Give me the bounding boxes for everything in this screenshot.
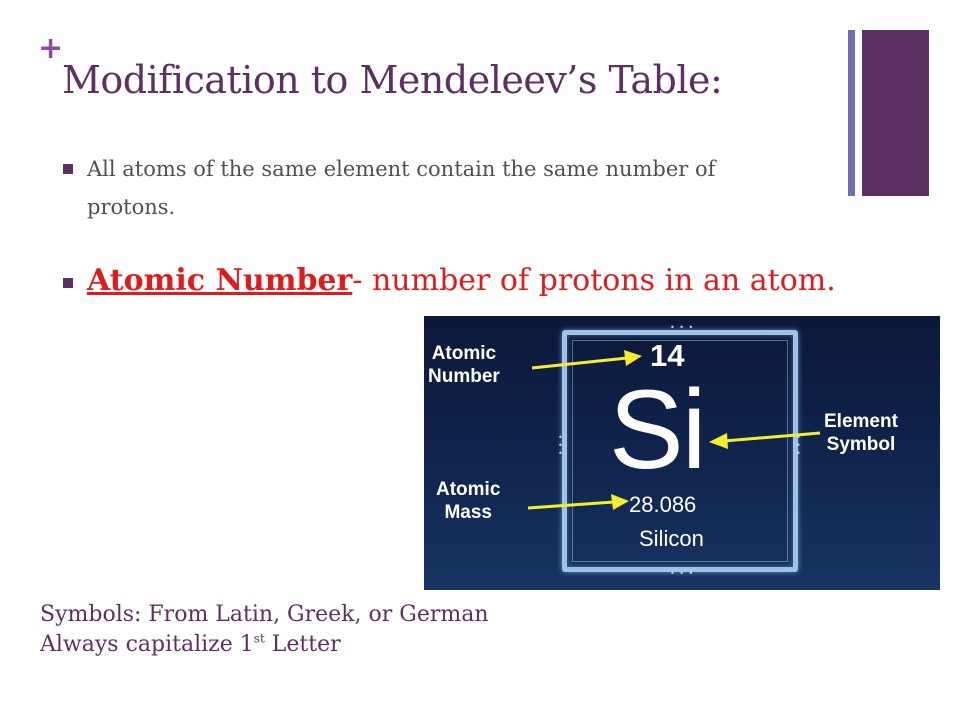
arrow-to-element-symbol bbox=[724, 433, 820, 441]
footer-line-1: Symbols: From Latin, Greek, or German bbox=[40, 602, 489, 627]
callout-arrows bbox=[424, 316, 940, 590]
arrow-head-element-symbol bbox=[709, 433, 728, 449]
tile-dots-right: • • • bbox=[796, 433, 802, 458]
slide-plus-marker: + bbox=[38, 31, 64, 66]
arrow-to-atomic-number bbox=[532, 358, 627, 368]
arrow-head-atomic-mass bbox=[611, 494, 629, 510]
arrow-head-atomic-number bbox=[624, 350, 642, 366]
tile-dots-top: • • • bbox=[670, 323, 695, 332]
bullet-marker-1 bbox=[63, 164, 73, 174]
footer-note bbox=[40, 600, 489, 660]
callout-atomic-number-line1: Atomic bbox=[431, 343, 497, 364]
callout-element-symbol-line1: Element bbox=[824, 411, 898, 432]
slide-title: Modification to Mendeleev’s Table: bbox=[62, 58, 723, 102]
bullet-marker-2 bbox=[63, 278, 73, 288]
callout-element-symbol-line2: Symbol bbox=[826, 434, 896, 455]
callout-atomic-number-line2: Number bbox=[428, 366, 500, 387]
footer-line-2 bbox=[40, 630, 489, 660]
callout-atomic-mass-line1: Atomic bbox=[436, 479, 501, 500]
tile-dots-left: • • • bbox=[558, 433, 564, 458]
footer-superscript: st bbox=[253, 631, 265, 646]
element-atomic-number: 14 bbox=[650, 338, 685, 373]
element-atomic-mass: 28.086 bbox=[629, 492, 697, 517]
tile-dots-bottom: • • • bbox=[670, 569, 695, 578]
arrow-to-atomic-mass bbox=[528, 502, 614, 508]
silicon-element-figure bbox=[424, 316, 940, 590]
bullet-2 bbox=[80, 256, 840, 306]
element-symbol: Si bbox=[609, 367, 705, 492]
accent-bar-thin bbox=[848, 30, 855, 196]
atomic-number-term: Atomic Number bbox=[87, 263, 353, 298]
footer-line-2-prefix: Always capitalize 1 bbox=[40, 632, 254, 657]
atomic-number-definition: - number of protons in an atom. bbox=[352, 263, 836, 298]
callout-atomic-mass-line2: Mass bbox=[444, 502, 492, 523]
element-name: Silicon bbox=[639, 526, 704, 551]
footer-line-2-suffix: Letter bbox=[264, 632, 341, 657]
bullet-1-text: All atoms of the same element contain the same number of protons. bbox=[87, 157, 716, 219]
accent-bar-thick bbox=[862, 30, 929, 196]
